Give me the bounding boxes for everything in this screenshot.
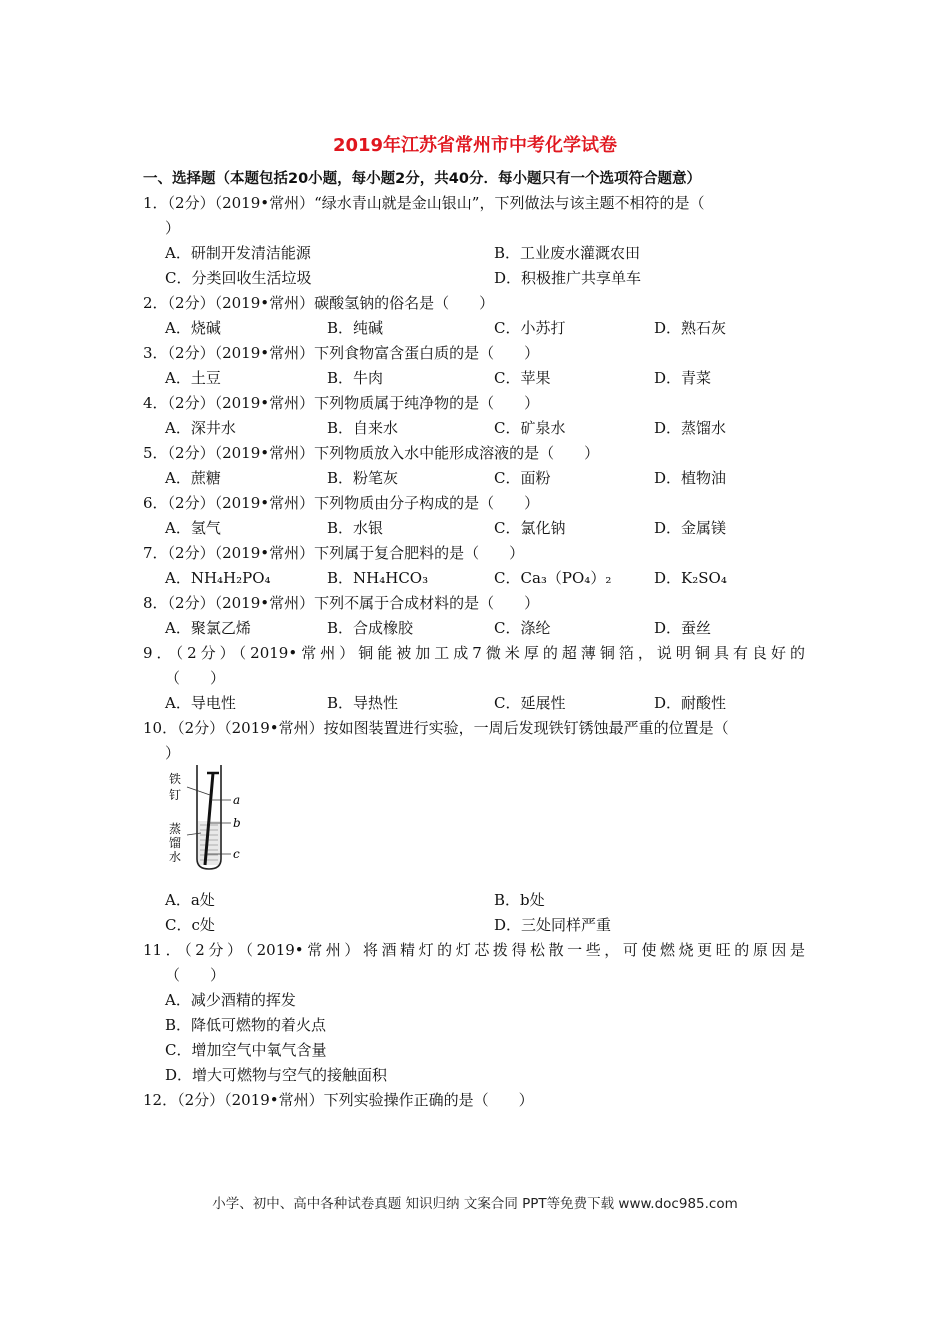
question-11-stem: 11．（2分）（2019•常州）将酒精灯的灯芯拨得松散一些，可使燃烧更旺的原因是 [143, 941, 805, 959]
q3-option-c: C．苹果 [494, 369, 551, 387]
q6-option-a: A．氢气 [165, 519, 221, 537]
q7-option-c: C．Ca₃（PO₄）₂ [494, 569, 612, 587]
question-1-stem-cont: ） [165, 219, 181, 237]
q7-option-a: A．NH₄H₂PO₄ [165, 569, 271, 587]
label-shui: 水 [169, 850, 182, 864]
label-liu: 馏 [169, 836, 182, 850]
q6-option-d: D．金属镁 [654, 519, 727, 537]
q4-option-c: C．矿泉水 [494, 419, 566, 437]
q5-option-b: B．粉笔灰 [327, 469, 399, 487]
question-1-stem: 1．（2分）（2019•常州）“绿水青山就是金山银山”，下列做法与该主题不相符的是（ [143, 194, 705, 212]
q4-option-a: A．深井水 [165, 419, 236, 437]
q8-option-b: B．合成橡胶 [327, 619, 414, 637]
q2-option-b: B．纯碱 [327, 319, 384, 337]
question-7-stem: 7．（2分）（2019•常州）下列属于复合肥料的是（ ） [143, 544, 525, 562]
q9-option-b: B．导热性 [327, 694, 399, 712]
page-footer: 小学、初中、高中各种试卷真题 知识归纳 文案合同 PPT等免费下载 www.doc985.com [212, 1196, 738, 1212]
q4-option-b: B．自来水 [327, 419, 399, 437]
q6-option-c: C．氯化钠 [494, 519, 566, 537]
q10-option-a: A．a处 [165, 891, 215, 909]
question-3-stem: 3．（2分）（2019•常州）下列食物富含蛋白质的是（ ） [143, 344, 540, 362]
question-12-stem: 12．（2分）（2019•常州）下列实验操作正确的是（ ） [143, 1091, 534, 1109]
question-11-stem-cont: （ ） [165, 966, 226, 984]
question-6-stem: 6．（2分）（2019•常州）下列物质由分子构成的是（ ） [143, 494, 540, 512]
question-5-stem: 5．（2分）（2019•常州）下列物质放入水中能形成溶液的是（ ） [143, 444, 600, 462]
question-4-stem: 4．（2分）（2019•常州）下列物质属于纯净物的是（ ） [143, 394, 540, 412]
label-b: b [233, 816, 241, 830]
q7-option-d: D．K₂SO₄ [654, 569, 727, 587]
q3-option-d: D．青菜 [654, 369, 712, 387]
q1-option-c: C．分类回收生活垃圾 [165, 269, 312, 287]
test-tube-figure [165, 763, 255, 871]
label-a: a [233, 793, 241, 807]
label-ding: 钉 [169, 788, 182, 802]
q7-option-b: B．NH₄HCO₃ [327, 569, 429, 587]
q11-option-b: B．降低可燃物的着火点 [165, 1016, 327, 1034]
section-heading: 一、选择题（本题包括20小题，每小题2分，共40分．每小题只有一个选项符合题意） [143, 171, 701, 187]
q8-option-d: D．蚕丝 [654, 619, 712, 637]
q9-option-a: A．导电性 [165, 694, 236, 712]
question-10-stem-cont: ） [165, 744, 181, 762]
q4-option-d: D．蒸馏水 [654, 419, 727, 437]
question-9-stem: 9．（2分）（2019•常州）铜能被加工成7微米厚的超薄铜箔，说明铜具有良好的 [143, 644, 805, 662]
q2-option-a: A．烧碱 [165, 319, 221, 337]
q6-option-b: B．水银 [327, 519, 384, 537]
q11-option-d: D．增大可燃物与空气的接触面积 [165, 1066, 388, 1084]
label-c: c [233, 847, 240, 861]
label-tie: 铁 [169, 772, 182, 786]
q2-option-d: D．熟石灰 [654, 319, 727, 337]
q5-option-d: D．植物油 [654, 469, 727, 487]
q3-option-b: B．牛肉 [327, 369, 384, 387]
question-2-stem: 2．（2分）（2019•常州）碳酸氢钠的俗名是（ ） [143, 294, 495, 312]
q5-option-c: C．面粉 [494, 469, 551, 487]
q11-option-a: A．减少酒精的挥发 [165, 991, 296, 1009]
question-9-stem-cont: （ ） [165, 669, 226, 687]
q11-option-c: C．增加空气中氧气含量 [165, 1041, 327, 1059]
question-8-stem: 8．（2分）（2019•常州）下列不属于合成材料的是（ ） [143, 594, 540, 612]
page-title: 2019年江苏省常州市中考化学试卷 [332, 135, 618, 156]
q8-option-c: C．涤纶 [494, 619, 551, 637]
q1-option-a: A．研制开发清洁能源 [165, 244, 311, 262]
question-10-stem: 10．（2分）（2019•常州）按如图装置进行实验，一周后发现铁钉锈蚀最严重的位置是（ [143, 719, 729, 737]
q10-option-b: B．b处 [494, 891, 545, 909]
q10-option-d: D．三处同样严重 [494, 916, 612, 934]
label-zheng: 蒸 [169, 822, 182, 836]
nail-pointer [187, 787, 210, 795]
q1-option-b: B．工业废水灌溉农田 [494, 244, 641, 262]
q1-option-d: D．积极推广共享单车 [494, 269, 642, 287]
q3-option-a: A．土豆 [165, 369, 221, 387]
q9-option-d: D．耐酸性 [654, 694, 727, 712]
q5-option-a: A．蔗糖 [165, 469, 221, 487]
q9-option-c: C．延展性 [494, 694, 566, 712]
q10-option-c: C．c处 [165, 916, 215, 934]
q2-option-c: C．小苏打 [494, 319, 566, 337]
q8-option-a: A．聚氯乙烯 [165, 619, 251, 637]
